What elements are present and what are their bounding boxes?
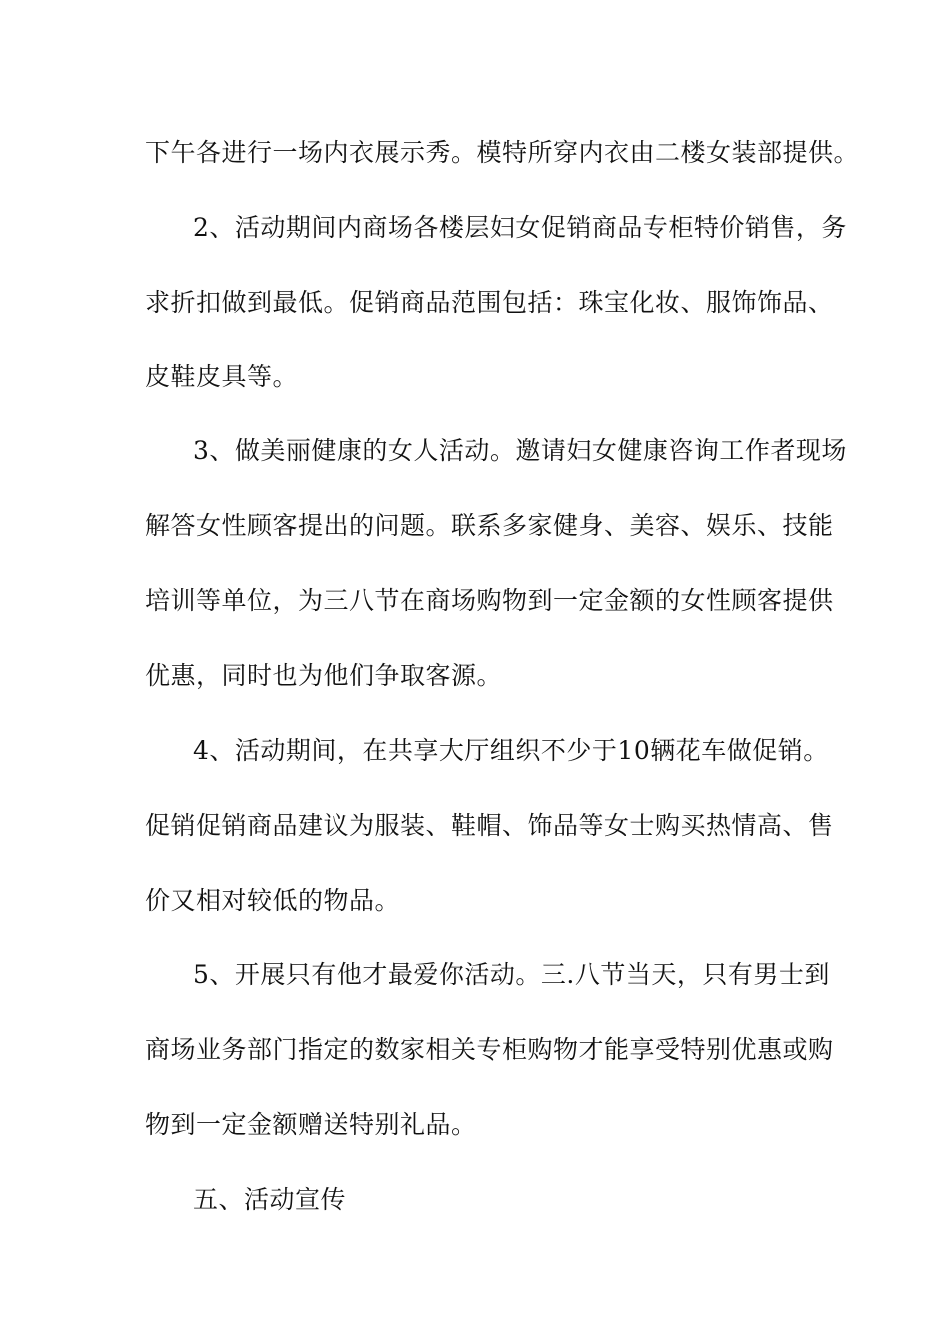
text-line: 商场业务部门指定的数家相关专柜购物才能享受特别优惠或购 [145,1035,834,1064]
text-line: 下午各进行一场内衣展示秀。模特所穿内衣由二楼女装部提供。 [145,138,860,167]
text-line: 物到一定金额赠送特别礼品。 [145,1110,477,1139]
text-line: 3、做美丽健康的女人活动。邀请妇女健康咨询工作者现场 [193,436,847,465]
text-line: 促销促销商品建议为服装、鞋帽、饰品等女士购买热情高、售 [145,811,834,840]
text-line: 皮鞋皮具等。 [145,362,299,391]
text-line: 5、开展只有他才最爱你活动。三.八节当天，只有男士到 [193,960,830,989]
text-line: 价又相对较低的物品。 [145,886,401,915]
text-line: 解答女性顾客提出的问题。联系多家健身、美容、娱乐、技能 [145,511,834,540]
text-line: 求折扣做到最低。促销商品范围包括：珠宝化妆、服饰饰品、 [145,288,834,317]
text-line: 培训等单位，为三八节在商场购物到一定金额的女性顾客提供 [145,586,834,615]
text-line: 4、活动期间，在共享大厅组织不少于10辆花车做促销。 [193,736,829,765]
section-heading: 五、活动宣传 [193,1185,347,1214]
text-line: 2、活动期间内商场各楼层妇女促销商品专柜特价销售，务 [193,213,847,242]
text-line: 优惠，同时也为他们争取客源。 [145,661,503,690]
